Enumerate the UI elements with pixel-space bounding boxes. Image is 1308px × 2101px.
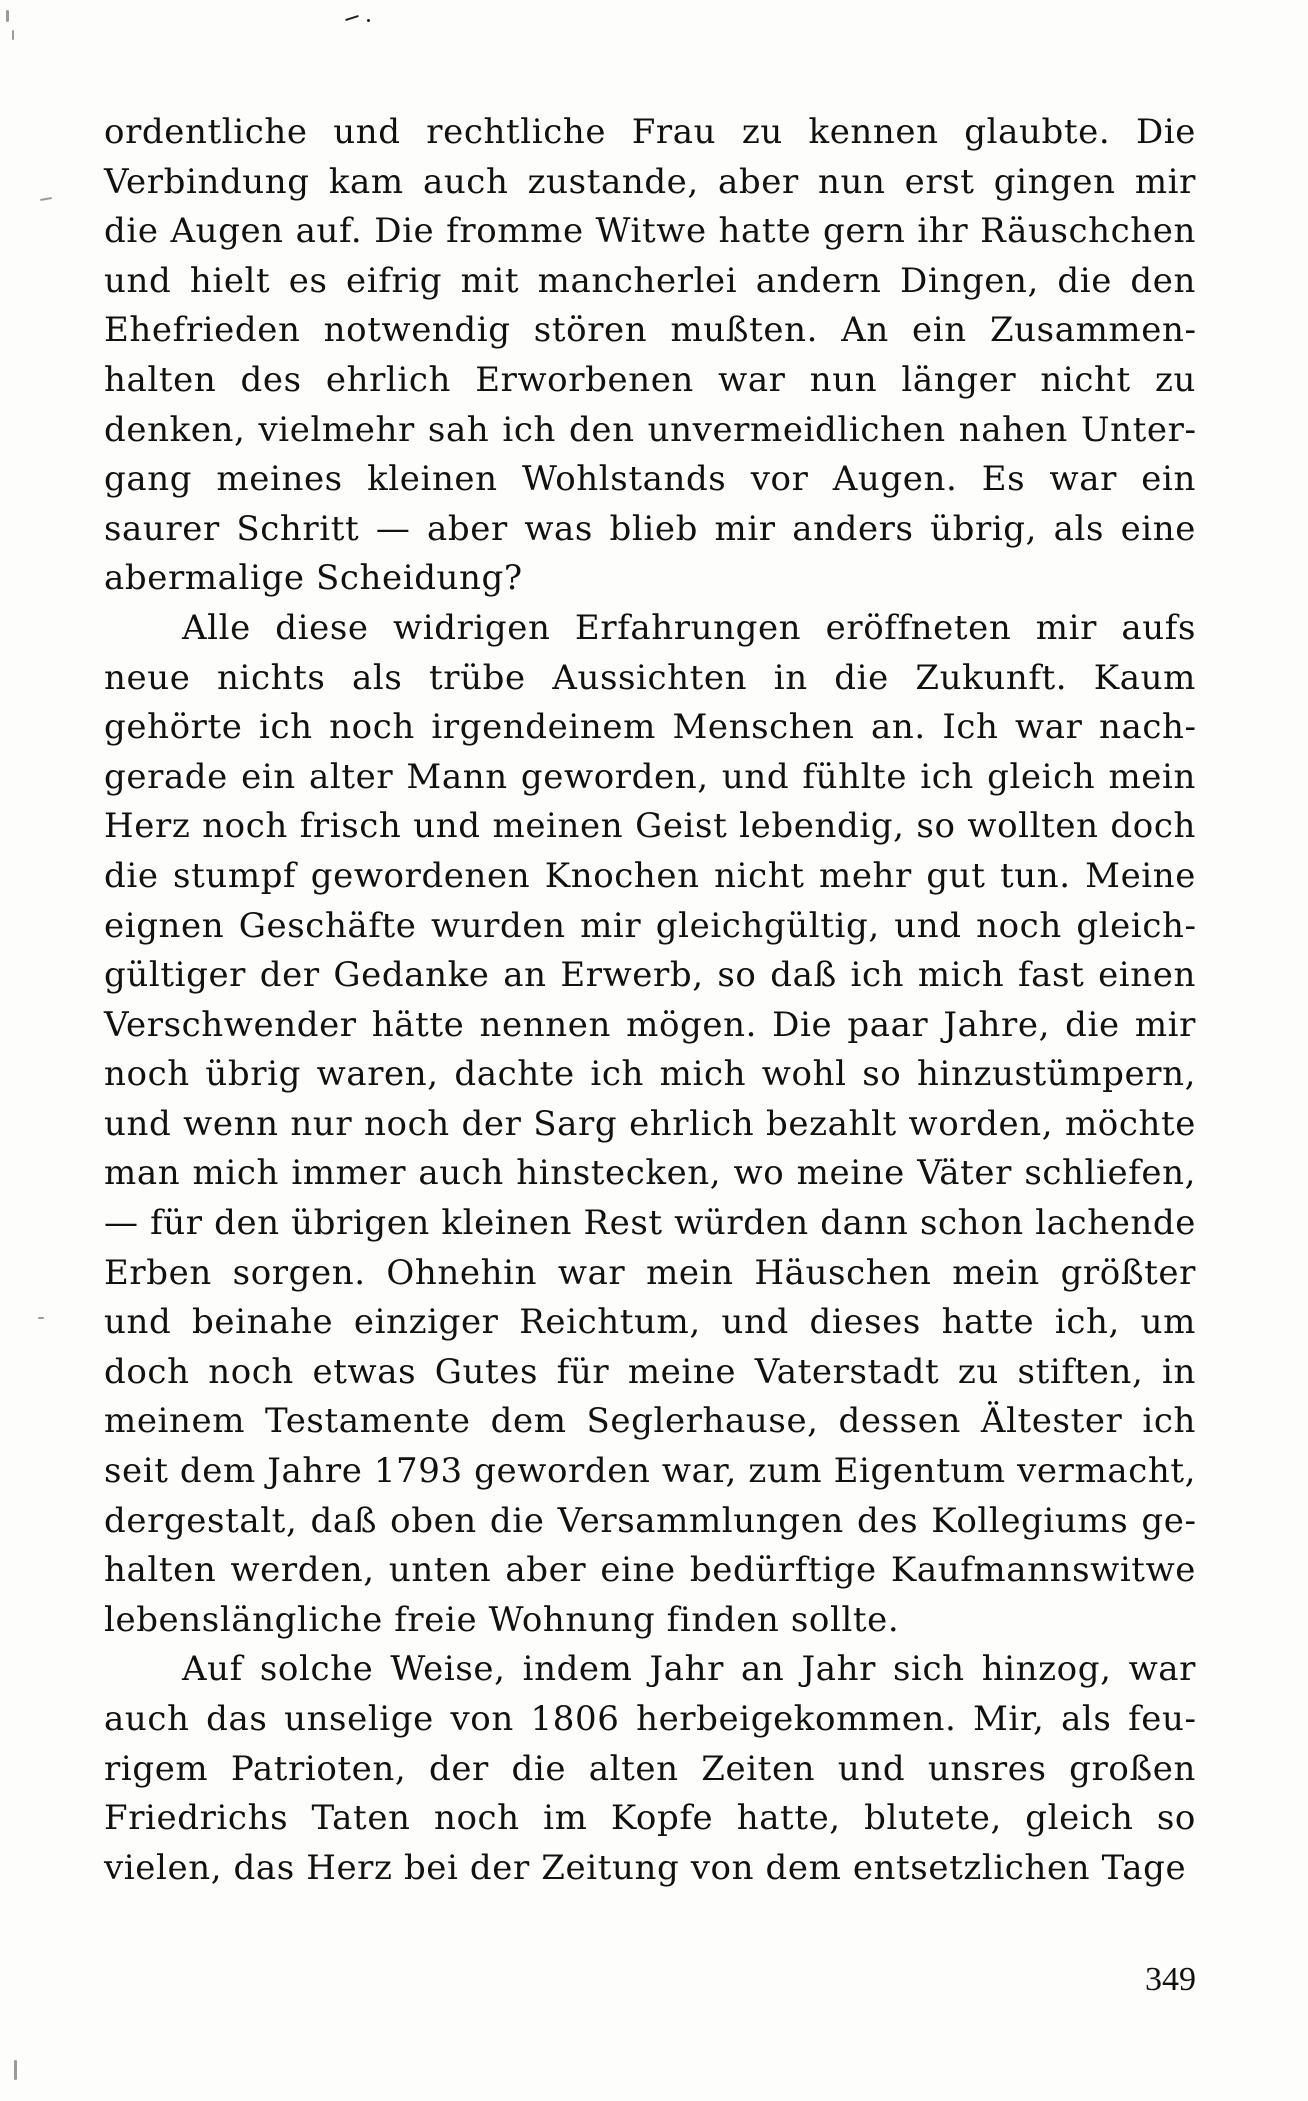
scan-edge-mark: [6, 10, 9, 22]
page-number: 349: [1145, 1961, 1196, 1998]
scan-edge-mark: [12, 30, 14, 40]
scan-edge-mark: [38, 1317, 44, 1319]
paragraph-continuation: ordentliche und rechtliche Frau zu kennen glaubte. Die Verbindung kam auch zustande, aber nun erst gingen mir die Augen auf. Die fromme Witwe hatte gern ihr Räuschchen und hielt es eifrig mit mancherlei andern Dingen, die den Ehefrieden notwendig stören mußten. An ein Zusammenhalten des ehrlich Erworbenen war nun länger nicht zu denken, vielmehr sah ich den unvermeidlichen nahen Untergang meines kleinen Wohlstands vor Augen. Es war ein saurer Schritt — aber was blieb mir anders übrig, als eine abermalige Scheidung?: [104, 112, 1196, 599]
paragraph: Alle diese widrigen Erfahrungen eröffneten mir aufs neue nichts als trübe Aussichten in die Zukunft. Kaum gehörte ich noch irgendeinem Menschen an. Ich war nachgerade ein alter Mann geworden, und fühlte ich gleich mein Herz noch frisch und meinen Geist lebendig, so wollten doch die stumpf gewordenen Knochen nicht mehr gut tun. Meine eignen Geschäfte wurden mir gleichgültig, und noch gleichgültiger der Gedanke an Erwerb, so daß ich mich fast einen Verschwender hätte nennen mögen. Die paar Jahre, die mir noch übrig waren, dachte ich mich wohl so hinzustümpern, und wenn nur noch der Sarg ehrlich bezahlt worden, möchte man mich immer auch hinstecken, wo meine Väter schliefen, — für den übrigen kleinen Rest würden dann schon lachende Erben sorgen. Ohnehin war mein Häuschen mein größter und beinahe einziger Reichtum, und dieses hatte ich, um doch noch etwas Gutes für meine Vaterstadt zu stiften, in meinem Testamente dem Seglerhause, dessen Ältester ich seit dem Jahre 1793 geworden war, zum Eigentum vermacht, dergestalt, daß oben die Versammlungen des Kollegiums gehalten werden, unten aber eine bedürftige Kaufmannswitwe lebenslängliche freie Wohnung finden sollte.: [104, 607, 1197, 1640]
body-text: [104, 108, 1196, 1893]
scan-edge-mark: [14, 2060, 17, 2080]
scan-edge-mark: [40, 197, 52, 201]
ink-speck-mark: [345, 14, 375, 22]
paragraph: Auf solche Weise, indem Jahr an Jahr sich hinzog, war auch das unselige von 1806 herbeigekommen. Mir, als feurigem Patrioten, der die alten Zeiten und unsres großen Friedrichs Taten noch im Kopfe hatte, blutete, gleich so vielen, das Herz bei der Zeitung von dem entsetzlichen Tage: [104, 1649, 1196, 1888]
